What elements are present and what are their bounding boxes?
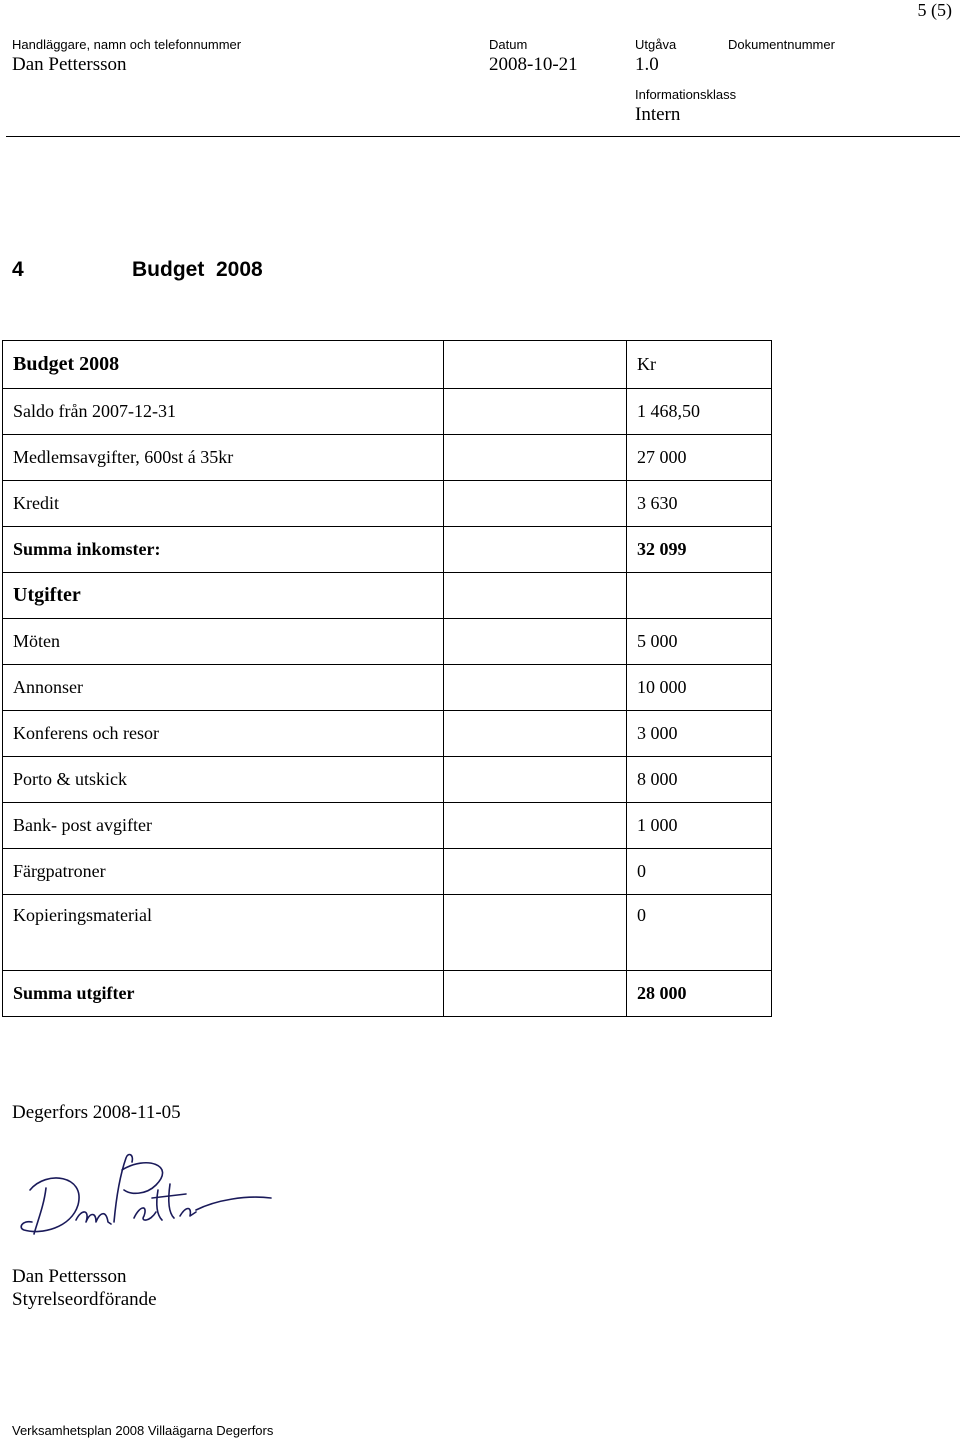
row-label: Porto & utskick	[3, 757, 444, 803]
table-spacer-cell	[444, 341, 627, 389]
signature-stroke	[122, 1163, 163, 1194]
row-label: Kredit	[3, 481, 444, 527]
row-label: Summa inkomster:	[3, 527, 444, 573]
info-class-label: Informationsklass	[635, 87, 737, 102]
row-label: Saldo från 2007-12-31	[3, 389, 444, 435]
row-value: 0	[627, 849, 772, 895]
signature-stroke	[157, 1190, 162, 1220]
signature-stroke	[76, 1212, 111, 1224]
section-title: Budget 2008	[132, 258, 263, 281]
row-label: Möten	[3, 619, 444, 665]
signature-image	[16, 1150, 276, 1245]
page-number: 5 (5)	[917, 0, 952, 20]
row-label: Annonser	[3, 665, 444, 711]
table-spacer-cell	[444, 619, 627, 665]
row-label: Kopieringsmaterial	[3, 895, 444, 971]
table-row	[3, 895, 772, 971]
table-spacer-cell	[444, 665, 627, 711]
table-spacer-cell	[444, 435, 627, 481]
info-class-value: Intern	[635, 104, 681, 125]
table-row	[3, 803, 772, 849]
handler-value: Dan Pettersson	[12, 54, 127, 75]
table-spacer-cell	[444, 711, 627, 757]
edition-label: Utgåva	[635, 37, 677, 52]
table-row	[3, 481, 772, 527]
row-value: 3 000	[627, 711, 772, 757]
page-footer: Verksamhetsplan 2008 Villaägarna Degerfors	[12, 1423, 274, 1438]
table-spacer-cell	[444, 971, 627, 1017]
table-row	[3, 389, 772, 435]
table-spacer-cell	[444, 527, 627, 573]
handler-label: Handläggare, namn och telefonnummer	[12, 37, 242, 52]
table-row	[3, 619, 772, 665]
table-row	[3, 757, 772, 803]
table-spacer-cell	[444, 389, 627, 435]
signer-name: Dan Pettersson	[12, 1266, 127, 1287]
table-row-income-total	[3, 527, 772, 573]
signature-stroke	[34, 1188, 46, 1234]
row-value: 5 000	[627, 619, 772, 665]
date-label: Datum	[489, 37, 528, 52]
table-spacer-cell	[444, 849, 627, 895]
date-value: 2008-10-21	[489, 54, 578, 75]
signature-stroke	[114, 1155, 132, 1222]
header-divider	[6, 136, 960, 137]
table-row	[3, 665, 772, 711]
row-value	[627, 573, 772, 619]
section-number: 4	[12, 258, 24, 281]
place-date: Degerfors 2008-11-05	[12, 1102, 181, 1123]
row-label: Utgifter	[3, 573, 444, 619]
table-row	[3, 435, 772, 481]
table-spacer-cell	[444, 757, 627, 803]
row-label: Färgpatroner	[3, 849, 444, 895]
table-row	[3, 711, 772, 757]
table-row-expenses-heading	[3, 573, 772, 619]
table-spacer-cell	[444, 573, 627, 619]
row-label: Summa utgifter	[3, 971, 444, 1017]
row-value: 1 468,50	[627, 389, 772, 435]
row-value: 27 000	[627, 435, 772, 481]
row-value: 0	[627, 895, 772, 971]
signature-stroke	[196, 1197, 271, 1210]
document-number-label: Dokumentnummer	[728, 37, 835, 52]
table-title: Budget 2008	[3, 341, 444, 389]
row-label: Konferens och resor	[3, 711, 444, 757]
section-heading	[12, 258, 263, 282]
row-label: Medlemsavgifter, 600st á 35kr	[3, 435, 444, 481]
signature-stroke	[180, 1209, 196, 1217]
table-row-expenses-total	[3, 971, 772, 1017]
row-value: 8 000	[627, 757, 772, 803]
signature-stroke	[169, 1184, 174, 1218]
table-spacer-cell	[444, 803, 627, 849]
edition-value: 1.0	[635, 54, 659, 75]
row-value: 28 000	[627, 971, 772, 1017]
row-value: 3 630	[627, 481, 772, 527]
row-label: Bank- post avgifter	[3, 803, 444, 849]
table-unit: Kr	[627, 341, 772, 389]
table-spacer-cell	[444, 895, 627, 971]
signature-stroke	[21, 1178, 79, 1232]
row-value: 1 000	[627, 803, 772, 849]
budget-table	[2, 340, 772, 1017]
table-spacer-cell	[444, 481, 627, 527]
signer-role: Styrelseordförande	[12, 1289, 157, 1310]
row-value: 32 099	[627, 527, 772, 573]
table-title-row	[3, 341, 772, 389]
table-row	[3, 849, 772, 895]
signature-stroke	[134, 1208, 156, 1220]
row-value: 10 000	[627, 665, 772, 711]
